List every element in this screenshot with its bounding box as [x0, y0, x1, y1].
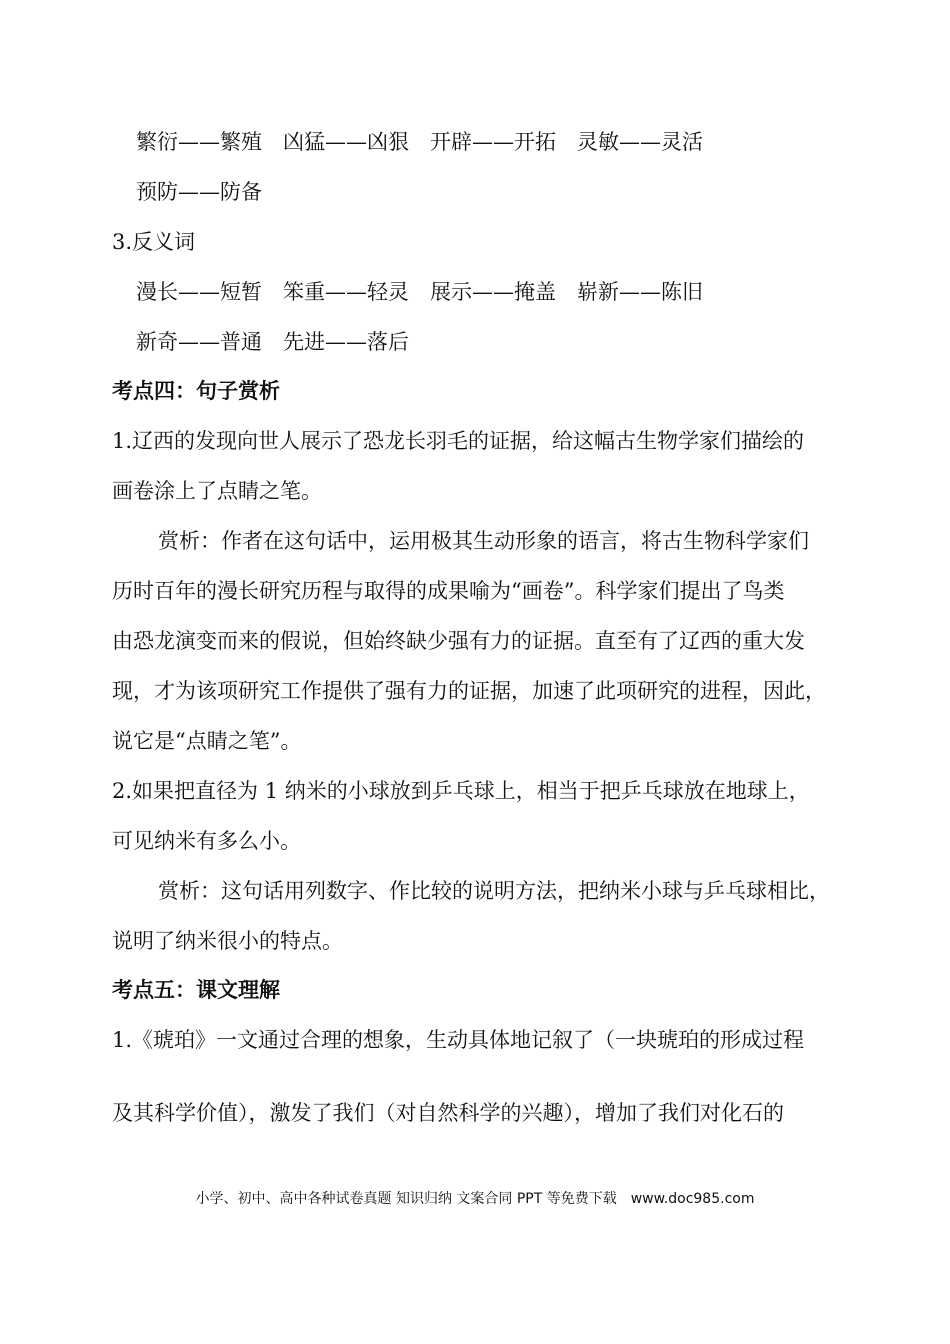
section-heading-4: 考点四：句子赏析 — [112, 379, 280, 403]
sentence-1-line-1: 1.辽西的发现向世人展示了恐龙长羽毛的证据，给这幅古生物学家们描绘的 — [112, 429, 805, 453]
sentence-2-line-1: 2.如果把直径为 1 纳米的小球放到乒乓球上，相当于把乒乓球放在地球上， — [112, 779, 810, 803]
analysis-2-line-2: 说明了纳米很小的特点。 — [112, 929, 343, 953]
antonym-heading: 3.反义词 — [112, 230, 196, 254]
page-footer: 小学、初中、高中各种试卷真题 知识归纳 文案合同 PPT 等免费下载 www.doc985.com — [195, 1191, 755, 1207]
analysis-1-line-1: 赏析：作者在这句话中，运用极其生动形象的语言，将古生物科学家们 — [158, 529, 809, 553]
analysis-1-line-2: 历时百年的漫长研究历程与取得的成果喻为“画卷”。科学家们提出了鸟类 — [112, 579, 785, 603]
synonym-line-1: 繁衍——繁殖 凶猛——凶狠 开辟——开拓 灵敏——灵活 — [136, 130, 703, 154]
analysis-1-line-4: 现，才为该项研究工作提供了强有力的证据，加速了此项研究的进程，因此， — [112, 679, 826, 703]
understanding-1-line-1: 1.《琥珀》一文通过合理的想象，生动具体地记叙了（一块琥珀的形成过程 — [112, 1028, 805, 1052]
analysis-2-line-1: 赏析：这句话用列数字、作比较的说明方法，把纳米小球与乒乓球相比， — [158, 879, 830, 903]
section-heading-5: 考点五：课文理解 — [112, 978, 280, 1002]
synonym-line-2: 预防——防备 — [136, 180, 262, 204]
sentence-2-line-2: 可见纳米有多么小。 — [112, 829, 301, 853]
understanding-1-line-2: 及其科学价值），激发了我们（对自然科学的兴趣），增加了我们对化石的 — [112, 1101, 784, 1125]
analysis-1-line-3: 由恐龙演变而来的假说，但始终缺少强有力的证据。直至有了辽西的重大发 — [112, 629, 805, 653]
antonym-line-1: 漫长——短暂 笨重——轻灵 展示——掩盖 崭新——陈旧 — [136, 280, 703, 304]
sentence-1-line-2: 画卷涂上了点睛之笔。 — [112, 479, 322, 503]
analysis-1-line-5: 说它是“点睛之笔”。 — [112, 729, 302, 753]
antonym-line-2: 新奇——普通 先进——落后 — [136, 330, 409, 354]
